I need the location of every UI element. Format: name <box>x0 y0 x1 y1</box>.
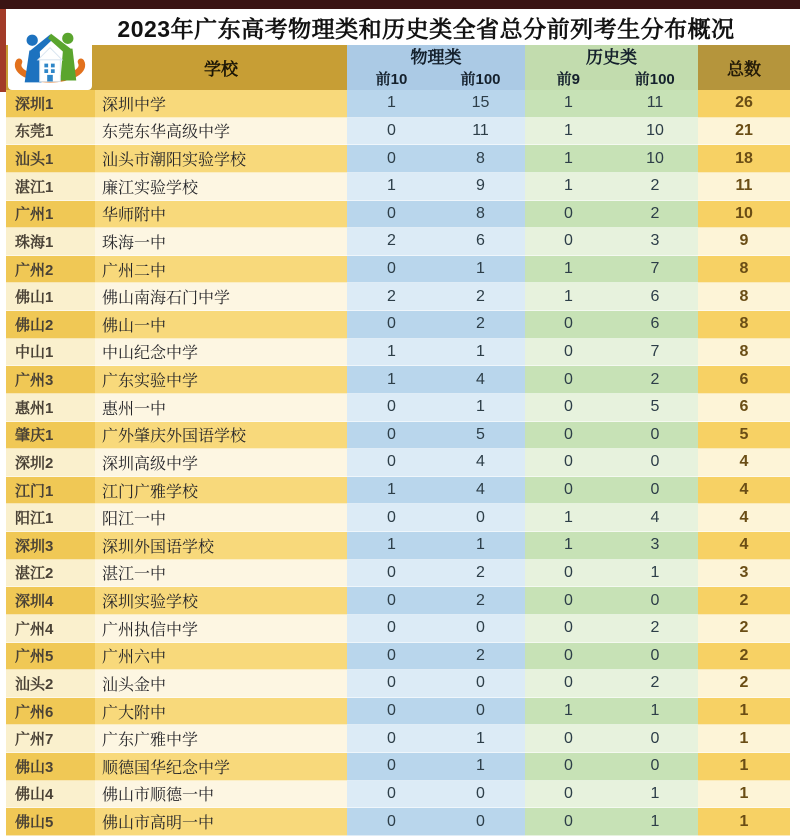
table-row <box>6 173 790 201</box>
physics-top10-value: 1 <box>347 90 436 118</box>
school-name: 顺德国华纪念中学 <box>95 753 347 781</box>
total-value: 1 <box>698 725 790 753</box>
physics-top100-value: 8 <box>436 145 525 173</box>
physics-top10-value: 0 <box>347 201 436 229</box>
physics-top10-value: 0 <box>347 781 436 809</box>
table-row <box>6 449 790 477</box>
header-history-top100: 前100 <box>634 71 675 88</box>
history-top100-value: 2 <box>612 670 698 698</box>
physics-top100-value: 4 <box>436 449 525 477</box>
history-top9-value: 0 <box>525 366 612 394</box>
total-value: 21 <box>698 118 790 146</box>
physics-top100-value: 6 <box>436 228 525 256</box>
city-label: 江门1 <box>6 477 95 505</box>
physics-top100-value: 2 <box>436 283 525 311</box>
physics-top10-value: 1 <box>347 477 436 505</box>
school-name: 广东广雅中学 <box>95 725 347 753</box>
total-value: 8 <box>698 283 790 311</box>
city-label: 珠海1 <box>6 228 95 256</box>
header-history-top9: 前9 <box>556 71 580 88</box>
history-top9-value: 0 <box>525 753 612 781</box>
header-physics-top100: 前100 <box>460 71 501 88</box>
total-value: 11 <box>698 173 790 201</box>
header-school: 学校 <box>6 45 347 90</box>
city-label: 汕头1 <box>6 145 95 173</box>
city-label: 东莞1 <box>6 118 95 146</box>
physics-top100-value: 11 <box>436 118 525 146</box>
city-label: 广州5 <box>6 643 95 671</box>
history-top9-value: 1 <box>525 90 612 118</box>
school-name: 湛江一中 <box>95 560 347 588</box>
physics-top10-value: 0 <box>347 725 436 753</box>
physics-top10-value: 0 <box>347 118 436 146</box>
table-row <box>6 698 790 726</box>
physics-top100-value: 1 <box>436 394 525 422</box>
city-label: 深圳4 <box>6 587 95 615</box>
total-value: 10 <box>698 201 790 229</box>
physics-top100-value: 15 <box>436 90 525 118</box>
total-value: 9 <box>698 228 790 256</box>
table-row <box>6 643 790 671</box>
history-top9-value: 1 <box>525 256 612 284</box>
table-row <box>6 256 790 284</box>
physics-top100-value: 0 <box>436 781 525 809</box>
history-top9-value: 0 <box>525 449 612 477</box>
history-top100-value: 0 <box>612 422 698 450</box>
history-top9-value: 1 <box>525 698 612 726</box>
history-top9-value: 1 <box>525 173 612 201</box>
school-name: 广州执信中学 <box>95 615 347 643</box>
history-top9-value: 0 <box>525 201 612 229</box>
city-label: 广州3 <box>6 366 95 394</box>
physics-top10-value: 0 <box>347 145 436 173</box>
city-label: 惠州1 <box>6 394 95 422</box>
city-label: 深圳2 <box>6 449 95 477</box>
physics-top100-value: 5 <box>436 422 525 450</box>
city-label: 汕头2 <box>6 670 95 698</box>
physics-top100-value: 0 <box>436 670 525 698</box>
total-value: 8 <box>698 256 790 284</box>
physics-top100-value: 4 <box>436 366 525 394</box>
physics-top100-value: 9 <box>436 173 525 201</box>
history-top100-value: 2 <box>612 201 698 229</box>
history-top9-value: 0 <box>525 311 612 339</box>
table-row <box>6 808 790 836</box>
physics-top10-value: 0 <box>347 256 436 284</box>
history-top100-value: 1 <box>612 560 698 588</box>
header-total: 总数 <box>698 45 790 90</box>
physics-top100-value: 2 <box>436 643 525 671</box>
school-name: 佛山南海石门中学 <box>95 283 347 311</box>
total-value: 1 <box>698 698 790 726</box>
physics-top100-value: 0 <box>436 615 525 643</box>
city-label: 广州7 <box>6 725 95 753</box>
history-top100-value: 7 <box>612 339 698 367</box>
city-label: 湛江1 <box>6 173 95 201</box>
total-value: 8 <box>698 311 790 339</box>
history-top100-value: 10 <box>612 145 698 173</box>
city-label: 广州6 <box>6 698 95 726</box>
physics-top10-value: 0 <box>347 504 436 532</box>
table-row <box>6 532 790 560</box>
physics-top100-value: 1 <box>436 532 525 560</box>
physics-top10-value: 0 <box>347 615 436 643</box>
physics-top100-value: 4 <box>436 477 525 505</box>
city-label: 佛山4 <box>6 781 95 809</box>
table-row <box>6 477 790 505</box>
total-value: 2 <box>698 615 790 643</box>
physics-top100-value: 2 <box>436 311 525 339</box>
school-name: 惠州一中 <box>95 394 347 422</box>
physics-top10-value: 1 <box>347 366 436 394</box>
history-top9-value: 0 <box>525 477 612 505</box>
school-name: 广州二中 <box>95 256 347 284</box>
physics-top100-value: 1 <box>436 256 525 284</box>
history-top9-value: 1 <box>525 118 612 146</box>
physics-top10-value: 0 <box>347 311 436 339</box>
table-row <box>6 90 790 118</box>
table-row <box>6 781 790 809</box>
city-label: 广州2 <box>6 256 95 284</box>
physics-top100-value: 2 <box>436 560 525 588</box>
table-row <box>6 560 790 588</box>
total-value: 1 <box>698 781 790 809</box>
physics-top10-value: 0 <box>347 449 436 477</box>
physics-top10-value: 0 <box>347 560 436 588</box>
history-top9-value: 0 <box>525 781 612 809</box>
history-top9-value: 0 <box>525 587 612 615</box>
score-distribution-table <box>6 45 790 836</box>
city-label: 中山1 <box>6 339 95 367</box>
table-row <box>6 228 790 256</box>
school-name: 广大附中 <box>95 698 347 726</box>
physics-top10-value: 0 <box>347 698 436 726</box>
table-row <box>6 725 790 753</box>
city-label: 肇庆1 <box>6 422 95 450</box>
table-row <box>6 145 790 173</box>
total-value: 26 <box>698 90 790 118</box>
history-top100-value: 0 <box>612 753 698 781</box>
history-top100-value: 3 <box>612 532 698 560</box>
history-top100-value: 2 <box>612 366 698 394</box>
city-label: 广州1 <box>6 201 95 229</box>
school-name: 深圳高级中学 <box>95 449 347 477</box>
total-value: 2 <box>698 643 790 671</box>
header-history-label: 历史类 <box>586 48 637 67</box>
history-top9-value: 0 <box>525 560 612 588</box>
physics-top100-value: 0 <box>436 808 525 836</box>
physics-top10-value: 0 <box>347 422 436 450</box>
city-label: 佛山3 <box>6 753 95 781</box>
history-top9-value: 0 <box>525 808 612 836</box>
physics-top10-value: 0 <box>347 670 436 698</box>
total-value: 5 <box>698 422 790 450</box>
school-name: 华师附中 <box>95 201 347 229</box>
history-top100-value: 0 <box>612 587 698 615</box>
school-name: 广州六中 <box>95 643 347 671</box>
school-name: 汕头金中 <box>95 670 347 698</box>
physics-top10-value: 1 <box>347 532 436 560</box>
table-row <box>6 504 790 532</box>
history-top9-value: 0 <box>525 725 612 753</box>
history-top100-value: 6 <box>612 283 698 311</box>
physics-top100-value: 1 <box>436 753 525 781</box>
history-top9-value: 1 <box>525 283 612 311</box>
total-value: 6 <box>698 366 790 394</box>
history-top100-value: 10 <box>612 118 698 146</box>
total-value: 4 <box>698 504 790 532</box>
city-label: 深圳3 <box>6 532 95 560</box>
header-history-group <box>525 45 698 90</box>
history-top9-value: 1 <box>525 504 612 532</box>
table-row <box>6 311 790 339</box>
history-top9-value: 1 <box>525 145 612 173</box>
top-border-band <box>0 0 800 9</box>
history-top9-value: 0 <box>525 394 612 422</box>
history-top9-value: 0 <box>525 228 612 256</box>
school-name: 阳江一中 <box>95 504 347 532</box>
city-label: 佛山2 <box>6 311 95 339</box>
table-row <box>6 366 790 394</box>
total-value: 3 <box>698 560 790 588</box>
history-top100-value: 0 <box>612 477 698 505</box>
school-name: 廉江实验学校 <box>95 173 347 201</box>
history-top9-value: 0 <box>525 615 612 643</box>
table-body <box>6 90 790 836</box>
physics-top10-value: 0 <box>347 394 436 422</box>
table-row <box>6 201 790 229</box>
header-physics-top10: 前10 <box>375 71 408 88</box>
table-row <box>6 394 790 422</box>
total-value: 4 <box>698 449 790 477</box>
table-row <box>6 670 790 698</box>
header-physics-group <box>347 45 525 90</box>
table-row <box>6 339 790 367</box>
table-header <box>6 45 790 90</box>
history-top9-value: 0 <box>525 643 612 671</box>
history-top100-value: 11 <box>612 90 698 118</box>
history-top100-value: 0 <box>612 643 698 671</box>
physics-top100-value: 8 <box>436 201 525 229</box>
school-name: 深圳外国语学校 <box>95 532 347 560</box>
total-value: 4 <box>698 532 790 560</box>
physics-top100-value: 1 <box>436 339 525 367</box>
physics-top10-value: 1 <box>347 173 436 201</box>
history-top100-value: 2 <box>612 173 698 201</box>
physics-top100-value: 2 <box>436 587 525 615</box>
home-people-logo <box>8 26 92 90</box>
city-label: 深圳1 <box>6 90 95 118</box>
total-value: 2 <box>698 670 790 698</box>
history-top100-value: 0 <box>612 725 698 753</box>
table-row <box>6 587 790 615</box>
school-name: 江门广雅学校 <box>95 477 347 505</box>
history-top100-value: 1 <box>612 808 698 836</box>
city-label: 湛江2 <box>6 560 95 588</box>
table-row <box>6 118 790 146</box>
school-name: 深圳中学 <box>95 90 347 118</box>
physics-top100-value: 0 <box>436 504 525 532</box>
school-name: 汕头市潮阳实验学校 <box>95 145 347 173</box>
history-top100-value: 5 <box>612 394 698 422</box>
school-name: 佛山一中 <box>95 311 347 339</box>
total-value: 4 <box>698 477 790 505</box>
history-top9-value: 0 <box>525 422 612 450</box>
history-top100-value: 2 <box>612 615 698 643</box>
history-top9-value: 1 <box>525 532 612 560</box>
logo-icon <box>10 28 90 88</box>
history-top100-value: 6 <box>612 311 698 339</box>
school-name: 珠海一中 <box>95 228 347 256</box>
school-name: 佛山市顺德一中 <box>95 781 347 809</box>
total-value: 6 <box>698 394 790 422</box>
header-physics-label: 物理类 <box>410 48 462 67</box>
physics-top10-value: 2 <box>347 228 436 256</box>
city-label: 阳江1 <box>6 504 95 532</box>
school-name: 广东实验中学 <box>95 366 347 394</box>
history-top9-value: 0 <box>525 339 612 367</box>
physics-top10-value: 2 <box>347 283 436 311</box>
total-value: 1 <box>698 753 790 781</box>
total-value: 2 <box>698 587 790 615</box>
total-value: 18 <box>698 145 790 173</box>
city-label: 佛山1 <box>6 283 95 311</box>
school-name: 东莞东华高级中学 <box>95 118 347 146</box>
physics-top100-value: 0 <box>436 698 525 726</box>
school-name: 广外肇庆外国语学校 <box>95 422 347 450</box>
total-value: 8 <box>698 339 790 367</box>
physics-top10-value: 0 <box>347 643 436 671</box>
history-top9-value: 0 <box>525 670 612 698</box>
history-top100-value: 0 <box>612 449 698 477</box>
city-label: 广州4 <box>6 615 95 643</box>
physics-top10-value: 0 <box>347 587 436 615</box>
physics-top10-value: 1 <box>347 339 436 367</box>
history-top100-value: 3 <box>612 228 698 256</box>
table-row <box>6 283 790 311</box>
table-row <box>6 753 790 781</box>
total-value: 1 <box>698 808 790 836</box>
history-top100-value: 7 <box>612 256 698 284</box>
city-label: 佛山5 <box>6 808 95 836</box>
history-top100-value: 4 <box>612 504 698 532</box>
physics-top100-value: 1 <box>436 725 525 753</box>
history-top100-value: 1 <box>612 781 698 809</box>
table-row <box>6 615 790 643</box>
physics-top10-value: 0 <box>347 808 436 836</box>
page-title: 2023年广东高考物理类和历史类全省总分前列考生分布概况 <box>117 16 735 42</box>
school-name: 佛山市高明一中 <box>95 808 347 836</box>
history-top100-value: 1 <box>612 698 698 726</box>
table-row <box>6 422 790 450</box>
school-name: 中山纪念中学 <box>95 339 347 367</box>
school-name: 深圳实验学校 <box>95 587 347 615</box>
physics-top10-value: 0 <box>347 753 436 781</box>
